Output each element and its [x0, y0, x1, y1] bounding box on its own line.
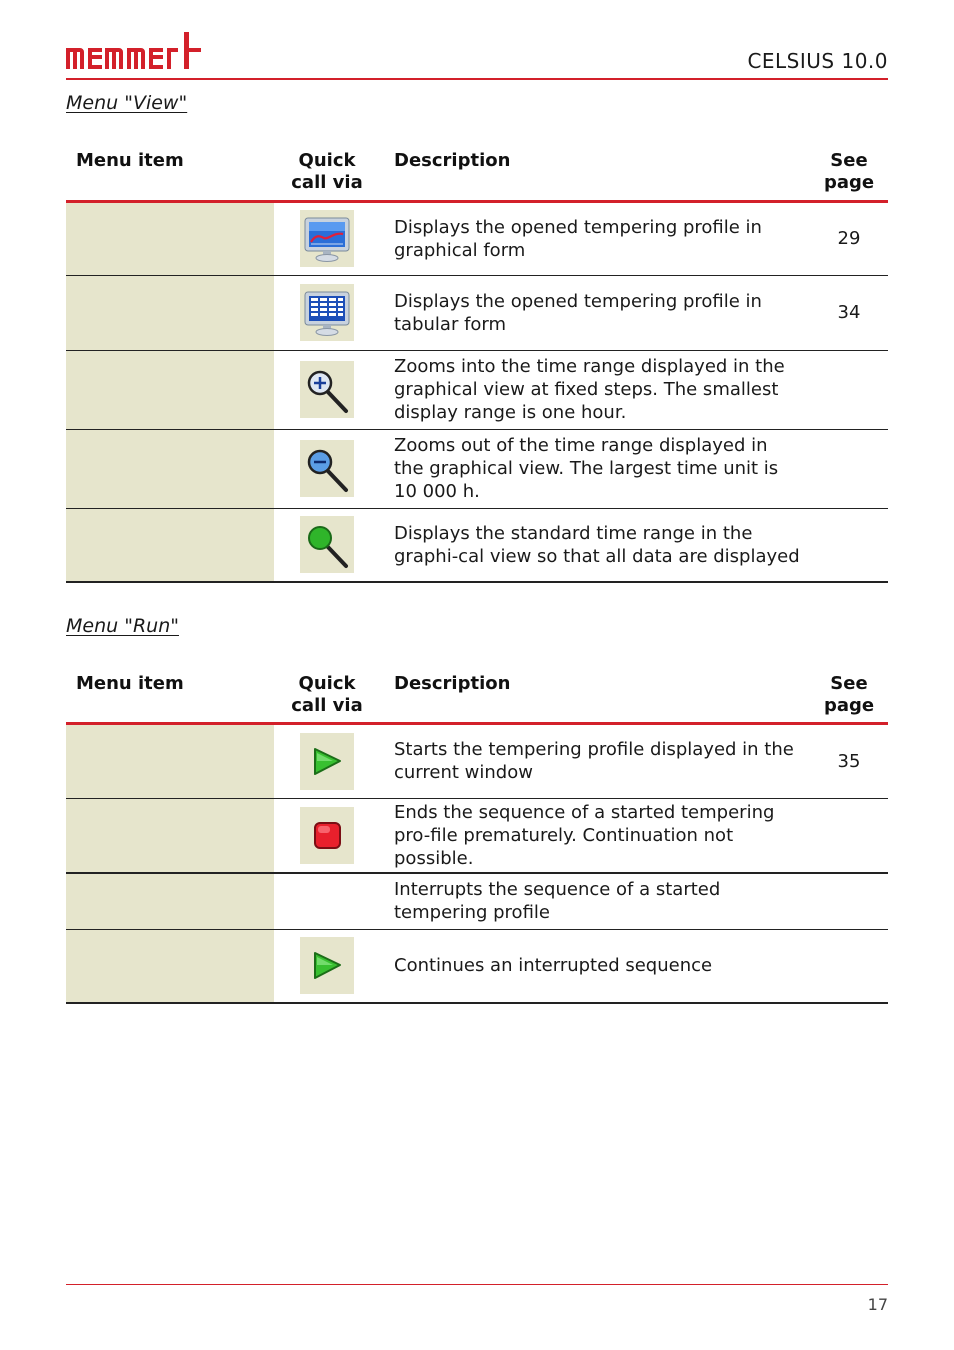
play-icon[interactable] [300, 733, 354, 790]
description-cell: Continues an interrupted sequence [394, 955, 713, 977]
column-header-quick-call [274, 138, 380, 201]
play-icon[interactable] [300, 937, 354, 994]
page-ref: 34 [837, 302, 861, 323]
table-row [66, 873, 888, 929]
stop-icon[interactable] [300, 807, 354, 864]
menu-item-cell [66, 350, 274, 429]
column-header-see-page [810, 138, 888, 201]
table-row [66, 201, 888, 275]
run-menu-table [66, 661, 888, 1004]
table-header-row [66, 661, 888, 723]
menu-item-cell [66, 929, 274, 1003]
page-number: 17 [867, 1295, 888, 1314]
table-row [66, 508, 888, 582]
quick-call-empty [274, 873, 380, 929]
view-menu-table [66, 138, 888, 583]
menu-item-cell [66, 798, 274, 873]
menu-item-cell [66, 508, 274, 582]
description-cell: Ends the sequence of a started tempering pro-file prematurely. Continuation not possible. [394, 801, 775, 869]
column-header-description: Description [394, 673, 511, 694]
column-header-see-page [810, 661, 888, 723]
description-cell: Displays the standard time range in the graphi-cal view so that all data are displayed [394, 522, 800, 567]
see-page-label-2: page [823, 695, 875, 716]
page-ref [810, 508, 888, 582]
quick-call-label-2: call via [291, 695, 363, 716]
zoom-in-icon[interactable] [300, 361, 354, 418]
table-row [66, 929, 888, 1003]
description-cell: Interrupts the sequence of a started tempering profile [394, 879, 721, 924]
see-page-label-2: page [823, 172, 875, 193]
document-title: CELSIUS 10.0 [747, 49, 888, 73]
page-ref: 29 [837, 228, 861, 249]
page-ref [810, 798, 888, 873]
column-header-description: Description [394, 150, 511, 171]
see-page-label-1: See [830, 150, 868, 171]
description-cell: Starts the tempering profile displayed in the current window [394, 739, 794, 783]
description-cell: Zooms into the time range displayed in the graphical view at fixed steps. The smallest display range is one hour. [394, 356, 785, 423]
menu-item-cell [66, 275, 274, 350]
column-header-quick-call [274, 661, 380, 723]
quick-call-label-1: Quick [298, 150, 356, 171]
column-header-menu-item: Menu item [76, 150, 184, 171]
memmert-logo [64, 30, 216, 72]
table-row [66, 723, 888, 798]
description-cell: Displays the opened tempering profile in graphical form [394, 216, 762, 261]
table-row [66, 275, 888, 350]
tabular-view-icon[interactable] [300, 284, 354, 341]
menu-item-cell [66, 873, 274, 929]
memmert-logo-graphic [64, 30, 216, 72]
table-header-row [66, 138, 888, 201]
table-row [66, 429, 888, 508]
page-ref [810, 429, 888, 508]
footer-divider [66, 1284, 888, 1285]
graphical-view-icon[interactable] [300, 210, 354, 267]
zoom-out-icon[interactable] [300, 440, 354, 497]
zoom-standard-icon[interactable] [300, 516, 354, 573]
quick-call-label-1: Quick [298, 673, 356, 694]
page-ref [810, 873, 888, 929]
description-cell: Displays the opened tempering profile in tabular form [394, 290, 762, 335]
column-header-menu-item: Menu item [76, 673, 184, 694]
header-divider [66, 78, 888, 80]
table-row [66, 798, 888, 873]
menu-item-cell [66, 723, 274, 798]
menu-item-cell [66, 429, 274, 508]
menu-item-cell [66, 201, 274, 275]
see-page-label-1: See [830, 673, 868, 694]
section-title-view: Menu "View" [66, 92, 188, 114]
description-cell: Zooms out of the time range displayed in the graphical view. The largest time unit is 10 000 h. [394, 435, 779, 502]
page-ref: 35 [837, 750, 861, 772]
page-ref [810, 929, 888, 1003]
quick-call-label-2: call via [291, 172, 363, 193]
section-title-run: Menu "Run" [66, 615, 179, 637]
page-ref [810, 350, 888, 429]
table-row [66, 350, 888, 429]
